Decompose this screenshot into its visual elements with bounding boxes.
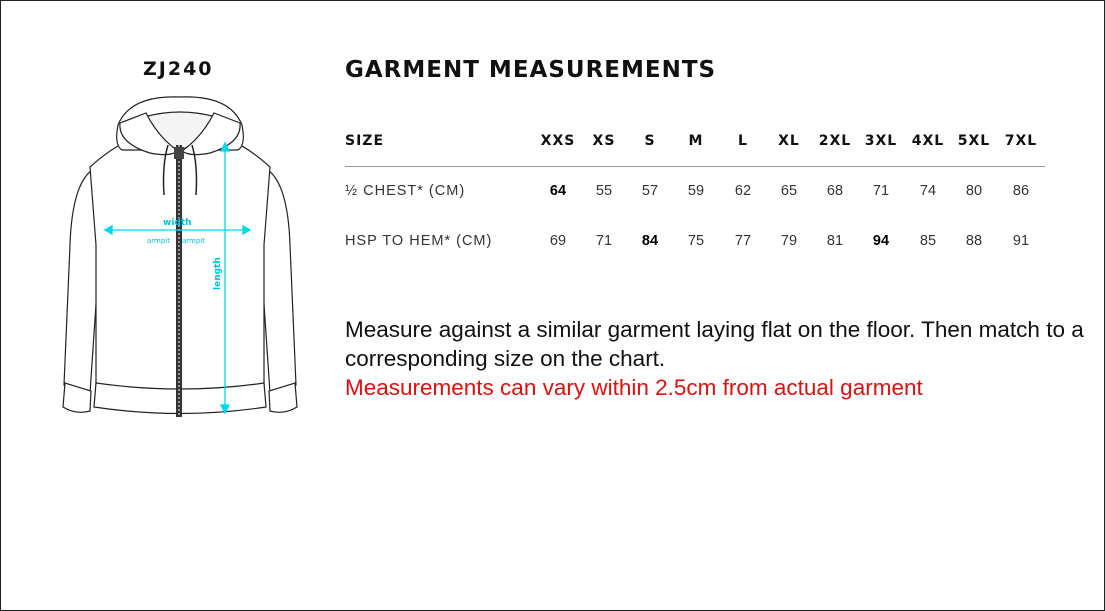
length-l: 77 [734,233,752,249]
size-l: L [738,133,748,149]
chest-l: 62 [734,183,752,199]
size-header-label: SIZE [345,133,385,149]
length-s: 84 [641,233,659,249]
length-label: length [213,257,223,290]
measurement-warning: Measurements can vary within 2.5cm from actual garment [345,375,923,400]
length-xs: 71 [595,233,613,249]
size-xs: XS [592,133,616,149]
length-7xl: 91 [1012,233,1030,249]
size-header-row [345,133,1045,157]
size-3xl: 3XL [864,133,898,149]
chest-7xl: 86 [1012,183,1030,199]
size-7xl: 7XL [1004,133,1038,149]
hoodie-diagram [60,95,300,430]
chest-5xl: 80 [965,183,983,199]
size-5xl: 5XL [957,133,991,149]
chest-xs: 55 [595,183,613,199]
measurement-note [345,315,1085,402]
row-label-chest: ½ CHEST* (CM) [345,183,466,199]
chest-m: 59 [687,183,705,199]
length-xl: 79 [780,233,798,249]
table-row [345,183,1045,207]
chest-s: 57 [641,183,659,199]
size-xxs: XXS [540,133,576,149]
length-5xl: 88 [965,233,983,249]
length-4xl: 85 [919,233,937,249]
chest-2xl: 68 [826,183,844,199]
chest-3xl: 71 [872,183,890,199]
armpit-left-label: armpit [147,237,170,245]
row-label-length: HSP TO HEM* (CM) [345,233,493,249]
length-xxs: 69 [549,233,567,249]
length-3xl: 94 [872,233,890,249]
size-4xl: 4XL [911,133,945,149]
size-m: M [688,133,704,149]
header-divider [345,166,1045,167]
page-title: GARMENT MEASUREMENTS [345,57,717,83]
size-s: S [644,133,656,149]
length-m: 75 [687,233,705,249]
measurement-instructions: Measure against a similar garment laying flat on the floor. Then match to a corresponding size on the chart. [345,317,1084,371]
chest-4xl: 74 [919,183,937,199]
length-2xl: 81 [826,233,844,249]
size-xl: XL [778,133,800,149]
chest-xl: 65 [780,183,798,199]
width-label: width [163,218,192,228]
size-2xl: 2XL [818,133,852,149]
table-row [345,233,1045,257]
chest-xxs: 64 [549,183,567,199]
product-code: ZJ240 [143,58,214,80]
armpit-right-label: armpit [182,237,205,245]
